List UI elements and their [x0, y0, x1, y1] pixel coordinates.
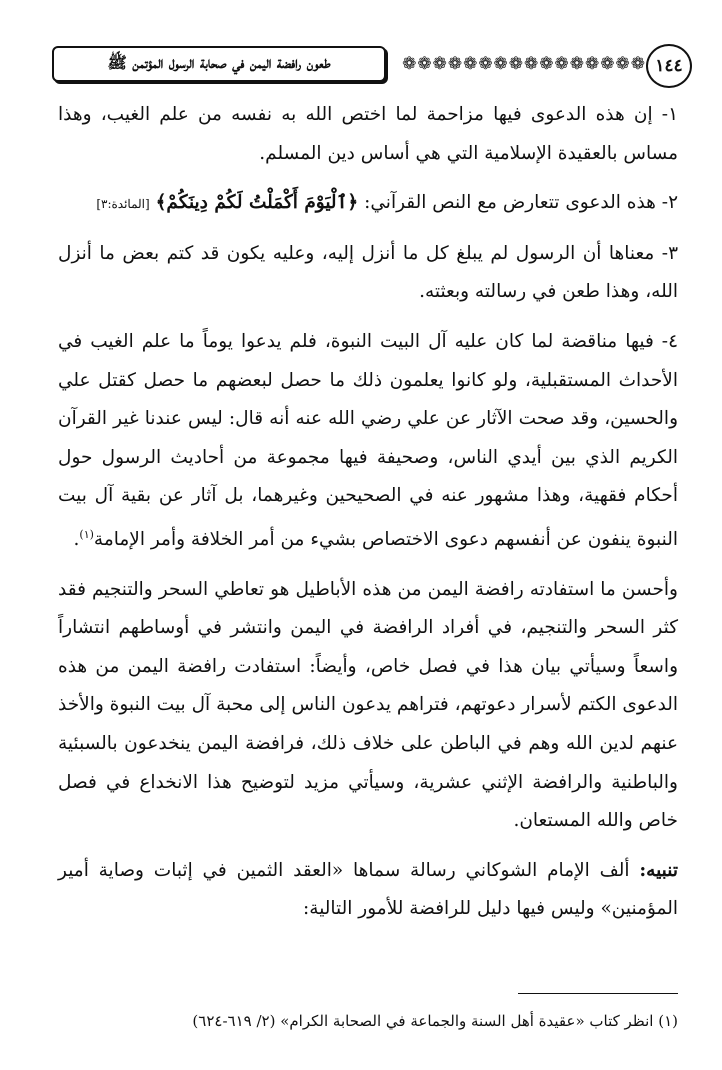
paragraph-6-text: ألف الإمام الشوكاني رسالة سماها «العقد الثمين في إثبات وصاية أمير المؤمنين» وليس فيها دليل للرافضة للأمور التالية: — [58, 859, 678, 920]
page-number: ١٤٤ — [646, 44, 692, 88]
note-label: تنبيه: — [639, 859, 678, 881]
page-header — [52, 44, 692, 84]
footnote: (١) انظر كتاب «عقيدة أهل السنة والجماعة في الصحابة الكرام» (٢/ ٦١٩-٦٢٤) — [192, 1012, 678, 1030]
running-title: طعون رافضة اليمن في صحابة الرسول المؤتمن ﷺ — [52, 46, 386, 82]
footnote-divider — [518, 993, 678, 994]
paragraph-4-end: . — [73, 529, 80, 551]
page-body — [58, 96, 678, 940]
paragraph-4-text: ٤- فيها مناقضة لما كان عليه آل البيت النبوة، فلم يدعوا يوماً ما علم الغيب في الأحداث المستقبلية، ولو كانوا يعلمون ذلك ما حصل لبعضهم ما حصل كقتل علي والحسين، وقد صحت الآثار عن علي رضي الله عنه أنه قال: ليس عندنا غير القرآن الكريم الذي بين أيدي الناس، وصحيفة فيها مجموعة من أحاديث الرسول حول أحكام فقهية، وهذا مشهور عنه في الصحيحين وغيرهما، بل آثار عن بقية آل بيت النبوة ينفون عن أنفسهم دعوى الاختصاص بشيء من أمر الخلافة وأمر الإمامة — [58, 330, 678, 551]
paragraph-2 — [58, 184, 678, 224]
ornament-border: ❁❁❁❁❁❁❁❁❁❁❁❁❁❁❁❁ — [402, 54, 646, 74]
verse-reference: [المائدة:٣] — [96, 197, 150, 212]
paragraph-2-text: ٢- هذه الدعوى تتعارض مع النص القرآني: — [364, 192, 678, 214]
paragraph-4 — [58, 323, 678, 560]
paragraph-3: ٣- معناها أن الرسول لم يبلغ كل ما أنزل إليه، وعليه يكون قد كتم بعض ما أنزل الله، وهذا طعن في رسالته وبعثته. — [58, 242, 678, 303]
footnote-marker: (١) — [79, 527, 94, 541]
paragraph-1: ١- إن هذه الدعوى فيها مزاحمة لما اختص الله به نفسه من علم الغيب، وهذا مساس بالعقيدة الإسلامية التي هي أساس دين المسلم. — [58, 104, 678, 164]
quran-verse: ﴿ٱلْيَوْمَ أَكْمَلْتُ لَكُمْ دِينَكُمْ﴾ — [155, 192, 359, 214]
paragraph-5: وأحسن ما استفادته رافضة اليمن من هذه الأباطيل هو تعاطي السحر والتنجيم فقد كثر السحر والتنجيم، في أفراد الرافضة في اليمن وانتشر في أوساطهم انتشاراً واسعاً وسيأتي بيان هذا في فصل خاص، وأيضاً: استفادت رافضة اليمن من هذه الدعوى الكتم لأسرار دعوتهم، فتراهم يدعون الناس إلى محبة آل بيت النبوة والأخذ عنهم لدين الله وهم في الباطن على خلاف ذلك، فرافضة اليمن ينخدعون بالسبئية والباطنية والرافضة الإثني عشرية، وسيأتي مزيد لتوضيح هذا الانخداع في فصل خاص والله المستعان. — [58, 578, 678, 832]
paragraph-6 — [58, 852, 678, 929]
